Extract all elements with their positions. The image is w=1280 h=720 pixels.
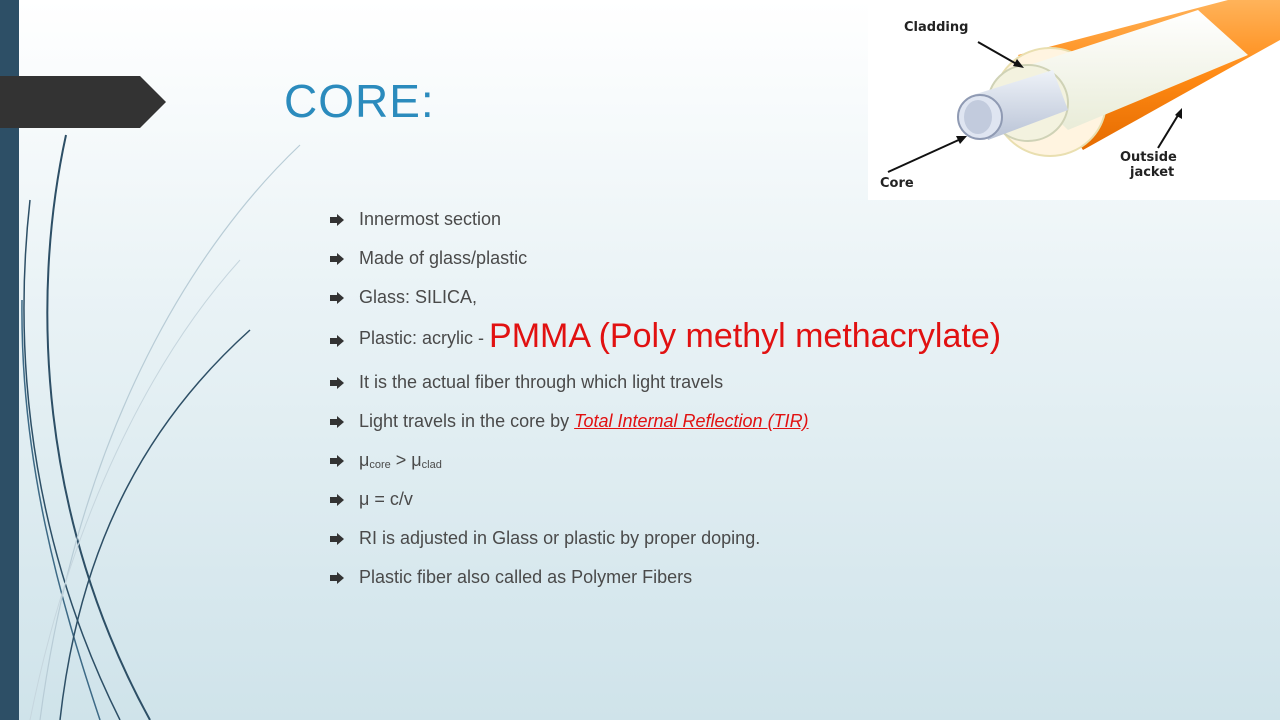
bullet-text: It is the actual fiber through which light travels: [359, 372, 724, 392]
bullet-item: [330, 317, 1002, 369]
arrow-bullet-icon: [330, 533, 344, 545]
bullet-text: μ = c/v: [359, 489, 413, 509]
arrow-bullet-icon: [330, 572, 344, 584]
core-label: Core: [880, 176, 914, 191]
bullet-item: [330, 245, 1001, 284]
cladding-label: Cladding: [904, 20, 969, 35]
arrow-bullet-icon: [330, 214, 344, 226]
bullet-list: [330, 206, 1001, 603]
greater-than: >: [390, 450, 412, 470]
bullet-item: [330, 369, 1001, 408]
arrow-bullet-icon: [330, 494, 344, 506]
fiber-diagram: [868, 0, 1280, 200]
tir-link[interactable]: Total Internal Reflection (TIR): [574, 411, 809, 431]
arrow-bullet-icon: [330, 253, 344, 265]
bullet-item: [330, 525, 1001, 564]
arrow-bullet-icon: [330, 377, 344, 389]
subscript-core: core: [369, 459, 391, 471]
arrow-bullet-icon: [330, 455, 344, 467]
mu-symbol: μ: [411, 450, 422, 470]
outside-jacket-label-line1: Outside: [1120, 150, 1177, 165]
arrow-bullet-icon: [330, 416, 344, 428]
bullet-text: Light travels in the core by: [359, 411, 575, 431]
bullet-item: [330, 486, 1001, 525]
subscript-clad: clad: [421, 459, 442, 471]
arrow-bullet-icon: [330, 292, 344, 304]
bullet-text: Made of glass/plastic: [359, 248, 528, 268]
mu-symbol: μ: [359, 450, 370, 470]
bullet-item: [330, 206, 1001, 245]
bullet-text: Plastic fiber also called as Polymer Fibers: [359, 567, 693, 587]
bullet-text: Glass: SILICA,: [359, 287, 478, 307]
pmma-highlight: PMMA (Poly methyl methacrylate): [489, 317, 1002, 355]
bullet-text: RI is adjusted in Glass or plastic by proper doping.: [359, 528, 761, 548]
bullet-item: [330, 408, 1001, 447]
outside-jacket-label-line2: jacket: [1130, 165, 1175, 180]
bullet-item: [330, 447, 1001, 486]
title-tab: [0, 76, 166, 128]
bullet-text: Plastic: acrylic -: [359, 328, 490, 348]
bullet-text: Innermost section: [359, 209, 502, 229]
arrow-bullet-icon: [330, 335, 344, 347]
bullet-item: [330, 564, 1001, 603]
slide-title: CORE:: [284, 75, 435, 127]
